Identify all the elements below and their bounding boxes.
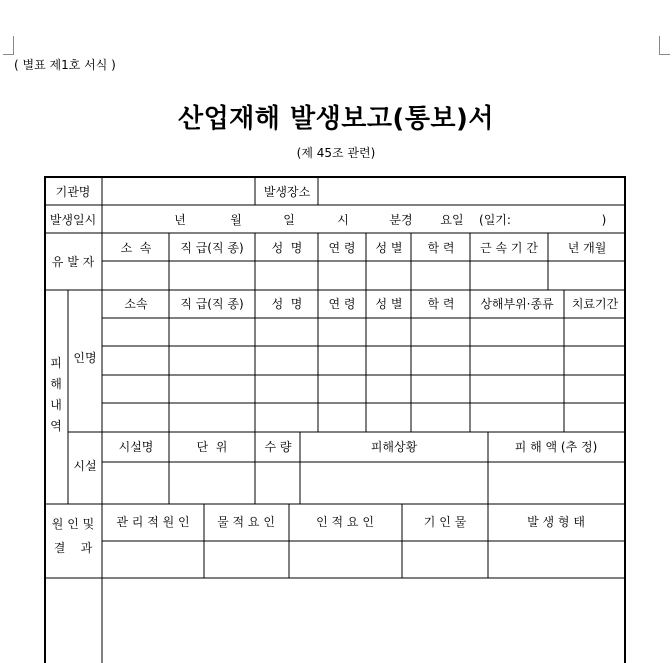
persons-header: 소속 [124, 297, 148, 311]
cause-header: 발 생 형 태 [527, 515, 585, 529]
offender-header: 학 력 [427, 241, 455, 255]
damage-label-char: 피 [50, 356, 62, 370]
persons-header: 직 급(직 종) [180, 297, 244, 311]
offender-header: 소 속 [120, 241, 152, 255]
offender-header: 직 급(직 종) [180, 241, 244, 255]
offender-header: 성 명 [271, 241, 303, 255]
agency-label: 기관명 [55, 185, 91, 199]
facility-header: 피해상황 [370, 440, 418, 454]
facility-header: 수 량 [264, 440, 292, 454]
site-label: 발생장소 [263, 185, 311, 199]
facility-header: 시설명 [118, 440, 154, 454]
persons-header: 연 령 [328, 297, 356, 311]
cause-label-line1: 원 인 및 [51, 517, 95, 531]
facility-header: 피 해 액 (추 정) [514, 440, 598, 454]
facility-header: 단 위 [196, 440, 228, 454]
persons-header: 학 력 [427, 297, 455, 311]
cause-header: 기 인 물 [423, 515, 467, 529]
offender-header: 연 령 [328, 241, 356, 255]
cause-header: 인 적 요 인 [316, 515, 374, 529]
document-title: 산업재해 발생보고(통보)서 [177, 104, 495, 134]
persons-header: 성 별 [375, 297, 403, 311]
datetime-weather: (일기: [479, 213, 511, 227]
offender-header: 근 속 기 간 [480, 241, 538, 255]
persons-header: 상해부위·종류 [480, 297, 554, 311]
offender-header: 성 별 [375, 241, 403, 255]
datetime-day: 일 [283, 213, 295, 227]
datetime-minute: 분경 [389, 213, 413, 227]
datetime-month: 월 [230, 213, 242, 227]
persons-header: 치료기간 [571, 297, 619, 311]
damage-label-char: 해 [50, 377, 62, 391]
datetime-label: 발생일시 [49, 213, 97, 227]
facility-label: 시설 [73, 459, 97, 473]
damage-label-char: 역 [50, 419, 62, 433]
cause-header: 물 적 요 인 [217, 515, 275, 529]
offender-header: 년 개월 [567, 241, 607, 255]
datetime-hour: 시 [337, 213, 349, 227]
document-subtitle: (제 45조 관련) [296, 146, 376, 160]
damage-label-char: 내 [50, 398, 62, 412]
datetime-weekday: 요일 [440, 213, 464, 227]
datetime-year: 년 [174, 213, 186, 227]
persons-header: 성 명 [271, 297, 303, 311]
datetime-weather-close: ) [601, 213, 607, 227]
form-label: ( 별표 제1호 서식 ) [14, 58, 116, 72]
persons-label: 인명 [73, 351, 97, 365]
cause-label-line2: 결 과 [53, 541, 93, 555]
offender-label: 유 발 자 [51, 255, 95, 269]
cause-header: 관 리 적 원 인 [116, 515, 190, 529]
